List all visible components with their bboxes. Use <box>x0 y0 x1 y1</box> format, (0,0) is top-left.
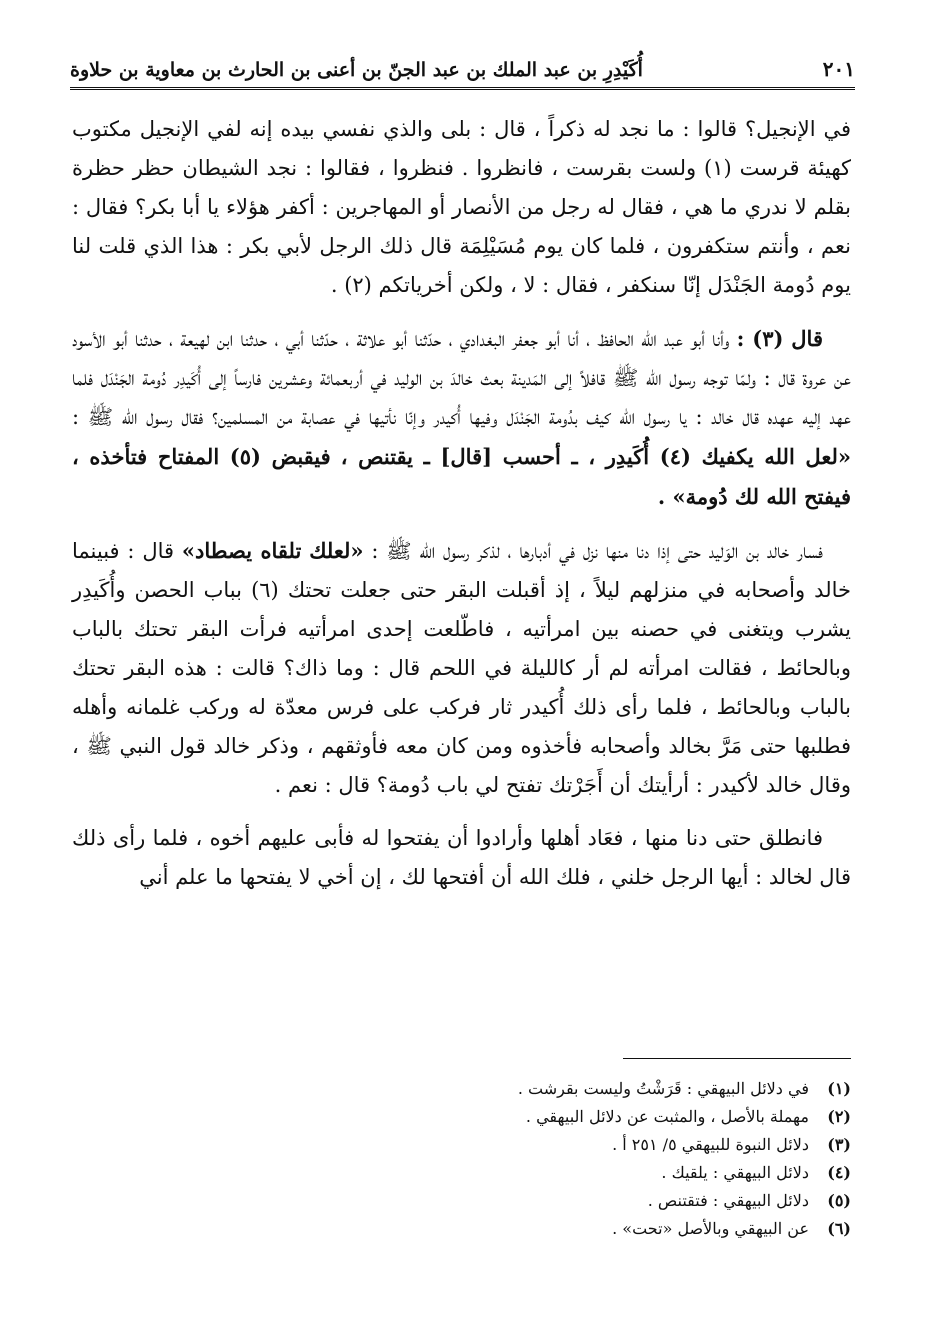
text-line: يوم دُومة الجَنْدَل إنّا سنكفر ، فقال : لا ، ولكن أخرياتكم (٢) . <box>330 273 851 297</box>
main-text <box>72 110 851 911</box>
footnote-text: دلائل البيهقي : فتقتنص . <box>647 1191 809 1210</box>
text-line: فسار خالد بن الوَليد حتى إذا دنا منها نزل في أدبارها ، لذكر رسول الله ﷺ : <box>371 539 823 563</box>
footnote-item <box>300 1159 851 1187</box>
paragraph-1 <box>72 110 851 305</box>
running-title: أُكَيْدِرِ بن عبد الملك بن عبد الجنّ بن أعنى بن الحارث بن معاوية بن حلاوة <box>70 59 643 81</box>
text-line: المسلمين؟ فقال رسول الله ﷺ : <box>72 405 269 429</box>
hadith-quote: «لعلك <box>309 538 364 563</box>
text-line: لا ندري ما هي ، فقال له رجل من الأنصار أو المهاجرين : أكفر هؤلاء يا أبا بكر؟ فقال : <box>72 195 807 219</box>
text-line: فانطلق حتى دنا منها ، فعَاد أهلها وأرادوا أن يفتحوا له فأبى عليهم أخوه ، فلما رأى <box>112 826 823 850</box>
footnote-item <box>300 1103 851 1131</box>
footnote-text: دلائل البيهقي : يلقيك . <box>661 1163 809 1182</box>
footnote-number: (٥) <box>827 1191 851 1210</box>
text-line: فأوثقهم ، وذكر خالد قول النبي ﷺ ، وقال خالد لأكيدر : أرأيتك أن أَجَرْتك تفتح لي باب <box>72 734 851 797</box>
paragraph-3 <box>72 531 851 805</box>
footnotes-list <box>300 1075 851 1243</box>
footnote-number: (٣) <box>827 1135 851 1154</box>
text-line: ذلك قال لخالد : أيها الرجل خلني ، فلك الله أن أفتحها لك ، إن أخي لا يفتحها ما علم أني <box>72 826 851 889</box>
text-line: إليه عهده قال خالد : يا رسول الله كيف بدُومة الجَنْدَل وفيها أُكيدر وإنّا نأتيها في عصابة من <box>276 405 821 429</box>
text-line: نعم ، وأنتم ستكفرون ، فلما كان يوم مُسَيْلِمَة قال ذلك الرجل لأبي بكر : هذا الذي قلت لنا <box>72 234 851 258</box>
text-line: المَدينة بعث خالدَ بن الوليد في أربعمائة وعشرين فارساً إلى أُكَيدِر دُومة الجَنْدَل فلما عهد <box>72 366 851 429</box>
footnote-text: عن البيهقي وبالأصل «تحت» . <box>612 1219 809 1238</box>
footnote-number: (١) <box>827 1079 851 1098</box>
text-line: امرأتيه فرأت البقر تحتك بالباب وبالحائط ، فقالت امرأته لم أر كالليلة في اللحم قال : وما <box>72 617 851 680</box>
text-line: في الإنجيل؟ قالوا : ما نجد له ذكراً ، قال : بلى والذي نفسي بيده إنه لفي الإنجيل مكتوب <box>72 117 851 141</box>
text-line: قال : فبينما خالد وأصحابه في منزلهم ليلاً ، إذ أقبلت البقر حتى جعلت <box>72 539 851 602</box>
footnote-number: (٢) <box>827 1107 851 1126</box>
hadith-quote: «لعل الله يكفيك (٤) أُكَيدِر ، ـ أحسب [قال] ـ يقتنص ، <box>340 444 851 469</box>
footnote-item <box>300 1131 851 1159</box>
text-line: معدّة له وركب غلمانه وأهله فطلبها حتى مَرَّ بخالد وأصحابه فأخذوه ومن كان معه <box>72 695 851 758</box>
paragraph-lead: قال (٣) : <box>736 326 823 351</box>
footnote-text: دلائل النبوة للبيهقي ٥/ ٢٥١ أ . <box>612 1135 809 1154</box>
paragraph-4 <box>72 819 851 897</box>
text-line: تحتك (٦) بباب الحصن وأُكَيدِر يشرب ويتغنى في حصنه بين امرأتيه ، فاطّلعت إحدى <box>72 578 851 641</box>
text-line: ذاك؟ قالت : هذه البقر تحتك بالباب وبالحائط ، فلما رأى ذلك أُكيدر ثار فركب على فرس <box>72 656 851 719</box>
footnote-text: مهملة بالأصل ، والمثبت عن دلائل البيهقي . <box>525 1107 809 1126</box>
footnote-divider <box>623 1058 851 1059</box>
footnote-item <box>300 1075 851 1103</box>
text-line: دُومة؟ قال : نعم . <box>274 773 430 797</box>
footnote-text: في دلائل البيهقي : قَرَشْتُ وليست بقرشت . <box>517 1079 809 1098</box>
page-number: ٢٠١ <box>822 57 855 81</box>
footnote-item <box>300 1187 851 1215</box>
hadith-quote: فيقبض (٥) المفتاح فتأخذه ، فيفتح الله لك دُومة» . <box>72 444 851 509</box>
footnote-item <box>300 1215 851 1243</box>
footnote-number: (٦) <box>827 1219 851 1238</box>
paragraph-2 <box>72 319 851 517</box>
text-line: وأنا أبو عبد الله الحافظ ، أنا أبو جعفر البغدادي ، حدّثنا أبو علاثة ، حدّثنا <box>311 327 730 351</box>
hadith-quote: تلقاه يصطاد» <box>181 538 302 563</box>
page-header <box>70 50 855 90</box>
footnote-number: (٤) <box>827 1163 851 1182</box>
text-line: كهيئة قرست (١) ولست بقرست ، فانظروا . فنظروا ، فقالوا : نجد الشيطان حظر حظرة بقلم <box>72 156 851 219</box>
text-line: أبي ، حدثنا ابن لهيعة ، حدثنا أبو الأسود عن عروة قال : ولمّا توجه رسول الله ﷺ قافلاً إلى <box>72 327 851 390</box>
